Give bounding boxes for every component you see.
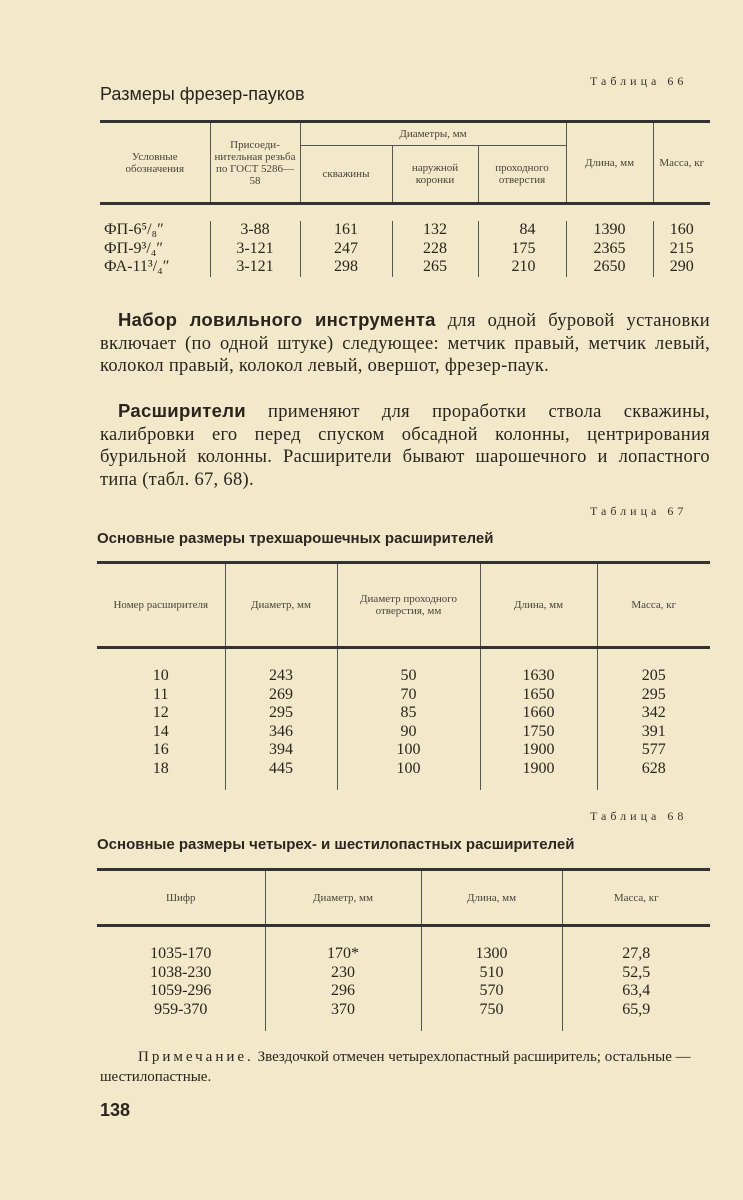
- cell: 1900: [480, 741, 597, 760]
- header-mass: Масса, кг: [653, 122, 710, 204]
- header-number: Номер расширителя: [113, 599, 209, 611]
- cell: 269: [225, 686, 337, 705]
- cell: 1300: [421, 945, 562, 964]
- cell: 577: [597, 741, 710, 760]
- header-diameter: Диаметр, мм: [225, 563, 337, 648]
- cell: ФП-6⁵/₈″: [104, 221, 164, 238]
- cell: 90: [337, 723, 480, 742]
- header-thread: Присоеди-нительная резьба по ГОСТ 5286—58: [210, 122, 300, 204]
- cell: 1900: [480, 760, 597, 779]
- cell: 295: [597, 686, 710, 705]
- table-row: [97, 741, 710, 760]
- cell: 100: [337, 741, 480, 760]
- cell: 1630: [480, 667, 597, 686]
- cell: 628: [597, 760, 710, 779]
- table-row: [97, 982, 710, 1001]
- header-well: скважины: [300, 146, 392, 204]
- table-row: [100, 258, 710, 277]
- header-length: Длина, мм: [480, 563, 597, 648]
- table-row: [97, 945, 710, 964]
- cell: 750: [421, 1001, 562, 1020]
- cell: 18: [152, 759, 169, 777]
- cell: 52,5: [562, 964, 710, 983]
- table-row: [97, 686, 710, 705]
- cell: 1660: [480, 704, 597, 723]
- cell: 3-88: [210, 221, 300, 240]
- cell: 1750: [480, 723, 597, 742]
- cell: 230: [265, 964, 421, 983]
- cell: 391: [597, 723, 710, 742]
- cell: 346: [225, 723, 337, 742]
- header-length: Длина, мм: [421, 870, 562, 926]
- table-row: [100, 221, 710, 240]
- paragraph-term: Расширители: [118, 400, 246, 421]
- cell: 290: [653, 258, 710, 277]
- cell: 3-121: [210, 258, 300, 277]
- cell: 243: [225, 667, 337, 686]
- paragraph-text: применяют для проработки ствола скважины, калибровки его перед спуском обсадной колонны, центрирования бурильной колонны. Расширители бывают шарошечного и лопастного типа (табл. 67, 68).: [100, 402, 710, 490]
- table-row: [100, 240, 710, 259]
- cell: 2650: [566, 258, 653, 277]
- cell: 70: [337, 686, 480, 705]
- cell: 1390: [566, 221, 653, 240]
- cell: 228: [392, 240, 478, 259]
- cell: 85: [337, 704, 480, 723]
- cell: 1650: [480, 686, 597, 705]
- table-67-title: Основные размеры трехшарошечных расширителей: [97, 530, 494, 547]
- cell: 295: [225, 704, 337, 723]
- header-through-hole: проходного отверстия: [478, 146, 566, 204]
- cell: 10: [152, 667, 169, 684]
- cell: 210: [478, 258, 566, 277]
- header-length: Длина, мм: [566, 122, 653, 204]
- table-row: [97, 704, 710, 723]
- cell: 65,9: [562, 1001, 710, 1020]
- cell: 132: [392, 221, 478, 240]
- cell: 170*: [265, 945, 421, 964]
- cell: 27,8: [562, 945, 710, 964]
- table-68-label: Таблица 68: [590, 809, 688, 823]
- header-code: Шифр: [165, 891, 196, 904]
- table-68-title: Основные размеры четырех- и шестилопастных расширителей: [97, 836, 575, 853]
- table-66: [100, 120, 710, 277]
- cell: 215: [653, 240, 710, 259]
- cell: 160: [653, 221, 710, 240]
- cell: ФП-9³/₄″: [104, 239, 164, 257]
- cell: 2365: [566, 240, 653, 259]
- cell: 1059-296: [150, 982, 212, 999]
- note-text: Звездочкой отмечен четырехлопастный расширитель; остальные — шестилопастные.: [100, 1049, 691, 1085]
- table-66-label: Таблица 66: [590, 74, 688, 88]
- cell: 205: [597, 667, 710, 686]
- cell: 959-370: [154, 1000, 208, 1018]
- cell: 175: [478, 240, 566, 259]
- note-label: Примечание.: [138, 1049, 254, 1065]
- cell: 342: [597, 704, 710, 723]
- cell: 3-121: [210, 240, 300, 259]
- cell: 1035-170: [150, 945, 212, 962]
- header-mass: Масса, кг: [597, 563, 710, 648]
- table-68: [97, 868, 710, 1031]
- cell: 14: [152, 722, 169, 740]
- cell: 63,4: [562, 982, 710, 1001]
- cell: 265: [392, 258, 478, 277]
- cell: 298: [300, 258, 392, 277]
- header-diameter: Диаметр, мм: [265, 870, 421, 926]
- table-67-label: Таблица 67: [590, 504, 688, 518]
- table-67: [97, 561, 710, 790]
- paragraph-term: Набор ловильного инструмента: [118, 309, 436, 330]
- cell: 247: [300, 240, 392, 259]
- table-note: [100, 1047, 710, 1087]
- table-row: [97, 723, 710, 742]
- cell: 100: [337, 760, 480, 779]
- paragraph-text: для одной буровой установки включает (по одной штуке) следующее: метчик правый, метчик левый, колокол правый, колокол левый, овершот, фрезер-паук.: [100, 311, 710, 376]
- cell: 394: [225, 741, 337, 760]
- cell: 510: [421, 964, 562, 983]
- cell: 570: [421, 982, 562, 1001]
- page-number: 138: [100, 1100, 131, 1120]
- cell: 161: [300, 221, 392, 240]
- cell: ФА-11³/₄″: [104, 258, 170, 275]
- cell: 16: [152, 741, 169, 758]
- table-row: [97, 1001, 710, 1020]
- table-66-title: Размеры фрезер-пауков: [100, 84, 305, 104]
- table-row: [97, 667, 710, 686]
- cell: 84: [478, 221, 566, 240]
- cell: 296: [265, 982, 421, 1001]
- header-diameters: Диаметры, мм: [300, 122, 566, 146]
- table-row: [97, 964, 710, 983]
- cell: 11: [153, 685, 169, 703]
- paragraph-fishing-tools: [100, 309, 710, 378]
- table-row: [97, 760, 710, 779]
- cell: 445: [225, 760, 337, 779]
- cell: 12: [152, 704, 169, 721]
- paragraph-reamers: [100, 400, 710, 491]
- cell: 370: [265, 1001, 421, 1020]
- header-outer-crown: наружной коронки: [392, 146, 478, 204]
- header-mass: Масса, кг: [562, 870, 710, 926]
- header-through-hole: Диаметр проходного отверстия, мм: [337, 563, 480, 648]
- cell: 50: [337, 667, 480, 686]
- cell: 1038-230: [150, 963, 212, 981]
- header-designation: Условные обозначения: [100, 122, 210, 204]
